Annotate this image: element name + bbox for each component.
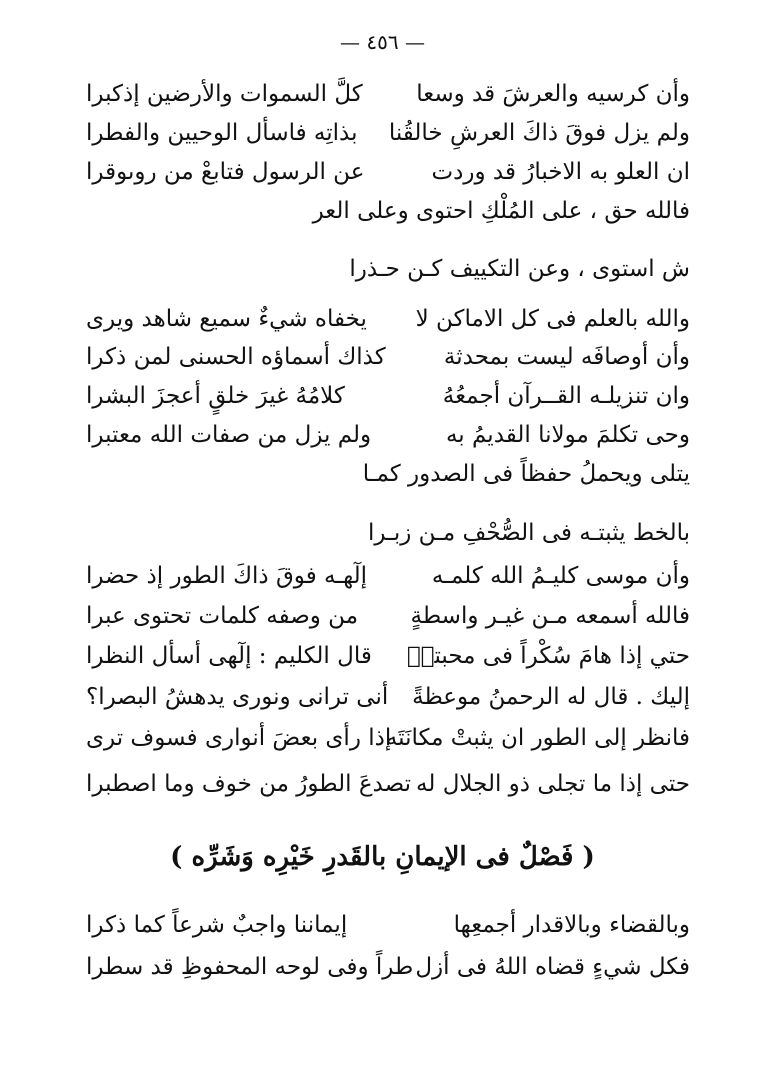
verse-second-half: طراً وفى لوحه المحفوظِ قد سطرا: [86, 954, 414, 980]
verse-first-half: وأن موسى كليـمُ الله كلمـه: [431, 563, 690, 589]
verse-second-half: إذا رأى بعضَ أنوارى فسوف ترى: [86, 725, 392, 751]
verse-first-half: ولم يزل فوقَ ذاكَ العرشِ خالقُنا: [388, 120, 690, 146]
verse-first-half: حتي إذا هامَ سُكْراً فى محبتهٖ: [406, 643, 690, 669]
verse-first-half: وأن أوصافَه ليست بمحدثة: [443, 344, 690, 370]
verse-line: [86, 516, 690, 550]
verse-line: [86, 908, 690, 942]
verse-first-half: بالخط يثبتـه فى الصُّحْفِ مـن زبـرا: [368, 520, 690, 546]
verse-first-half: فالله أسمعه مـن غيـر واسطةٍ: [410, 603, 690, 629]
verse-second-half: بذاتِه فاسأل الوحيين والفطرا: [86, 120, 358, 146]
page-number: — ٤٥٦ —: [340, 30, 425, 54]
verse-first-half: حتى إذا ما تجلى ذو الجلال له: [416, 771, 690, 797]
verse-line: [86, 950, 690, 984]
verse-line: [86, 680, 690, 714]
verse-line: [86, 767, 690, 801]
verse-second-half: قال الكليم : إلٓهى أسأل النظرا: [86, 643, 372, 669]
verse-line: [86, 599, 690, 633]
verse-first-half: فكل شيءٍ قضاه اللهُ فى أزل: [415, 954, 690, 980]
verse-second-half: كلامُهُ غيرَ خلقٍ أعجزَ البشرا: [86, 383, 345, 409]
verse-second-half: إلٓهـه فوقَ ذاكَ الطور إذ حضرا: [86, 563, 368, 589]
verse-second-half: كلَّ السموات والأرضين إذكبرا: [86, 81, 363, 107]
verse-first-half: وبالقضاء وبالاقدار أجمعِها: [453, 912, 690, 938]
verse-line: [86, 639, 690, 673]
verse-first-half: وان تنزيلـه القــرآن أجمعُهُ: [442, 383, 690, 409]
section-heading: ( فَصْلٌ فى الإيمانِ بالقَدرِ خَيْرِه وَشَرِّه ): [170, 842, 595, 872]
verse-line: [86, 116, 690, 150]
verse-second-half: تصدعَ الطورُ من خوف وما اصطبرا: [86, 771, 411, 797]
verse-line: [86, 155, 690, 189]
verse-line: [86, 194, 690, 228]
verse-first-half: ش استوى ، وعن التكييف كـن حـذرا: [349, 256, 690, 282]
verse-line: [86, 379, 690, 413]
verse-first-half: يتلى ويحملُ حفظاً فى الصدور كمـا: [362, 461, 690, 487]
verse-line: [86, 457, 690, 491]
verse-line: [86, 77, 690, 111]
verse-first-half: وحى تكلمَ مولانا القديمُ به: [445, 422, 690, 448]
verse-first-half: إليك . قال له الرحمنُ موعظةً: [412, 684, 690, 710]
verse-second-half: أنى ترانى ونورى يدهشُ البصرا؟: [86, 684, 389, 710]
verse-first-half: وأن كرسيه والعرشَ قد وسعا: [416, 81, 690, 107]
verse-second-half: يخفاه شيءٌ سميع شاهد ويرى: [86, 306, 367, 332]
verse-first-half: فانظر إلى الطور ان يثبتْ مكانَتَه: [385, 725, 690, 751]
verse-line: [86, 252, 690, 286]
verse-first-half: ان العلو به الاخبارُ قد وردت: [431, 159, 690, 185]
verse-first-half: فالله حق ، على المُلْكِ احتوى وعلى العر: [312, 198, 690, 224]
verse-first-half: والله بالعلم فى كل الاماكن لا: [415, 306, 690, 332]
verse-line: [86, 559, 690, 593]
verse-second-half: كذاك أسماؤه الحسنى لمن ذكرا: [86, 344, 386, 370]
verse-line: [86, 721, 690, 755]
verse-second-half: عن الرسول فتابعْ من روىوقرا: [86, 159, 365, 185]
verse-second-half: ولم يزل من صفات الله معتبرا: [86, 422, 372, 448]
verse-second-half: من وصفه كلمات تحتوى عبرا: [86, 603, 359, 629]
verse-line: [86, 302, 690, 336]
verse-second-half: إيماننا واجبٌ شرعاً كما ذكرا: [86, 912, 348, 938]
verse-line: [86, 340, 690, 374]
verse-line: [86, 418, 690, 452]
